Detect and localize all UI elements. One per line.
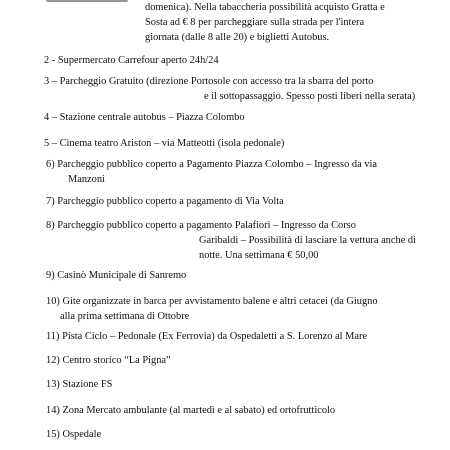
list-item-continuation: Garibaldi – Possibilità di lasciare la vettura anche di xyxy=(199,235,416,246)
list-item-4 xyxy=(44,110,245,125)
list-item-continuation: alla prima settimana di Ottobre xyxy=(60,311,190,322)
list-item-text: 10) Gite organizzate in barca per avvistamento balene e altri cetacei (da Giugno xyxy=(46,296,378,307)
list-item-15 xyxy=(46,427,101,442)
list-item-text: 4 – Stazione centrale autobus – Piazza Colombo xyxy=(44,112,245,123)
list-item-continuation: notte. Una settimana € 50,00 xyxy=(199,250,319,261)
list-item-text: 12) Centro storico “La Pigna” xyxy=(46,355,171,366)
list-item-13 xyxy=(46,377,112,392)
intro-line: giornata (dalle 8 alle 20) e biglietti Autobus. xyxy=(145,32,330,43)
list-item-text: 8) Parcheggio pubblico coperto a pagamento Palafiori – Ingresso da Corso xyxy=(46,220,356,231)
list-item-9 xyxy=(46,268,186,283)
list-item-7 xyxy=(46,194,284,209)
intro-line: domenica). Nella tabaccheria possibilità acquisto Gratta e xyxy=(145,2,385,13)
list-item-5 xyxy=(44,136,284,151)
list-item-text: 7) Parcheggio pubblico coperto a pagamento di Via Volta xyxy=(46,196,284,207)
list-item-text: 9) Casinò Municipale di Sanremo xyxy=(46,270,187,281)
list-item-continuation: Manzoni xyxy=(68,174,105,185)
list-item-11 xyxy=(46,329,367,344)
list-item-continuation: e il sottopassaggio. Spesso posti liberi nella serata) xyxy=(204,91,416,102)
cut-off-text-fragment xyxy=(46,0,128,2)
list-item-text: 15) Ospedale xyxy=(46,429,102,440)
intro-paragraph xyxy=(145,0,385,45)
intro-line: Sosta ad € 8 per parcheggiare sulla strada per l'intera xyxy=(145,17,365,28)
list-item-12 xyxy=(46,353,171,368)
list-item-text: 3 – Parcheggio Gratuito (direzione Portosole con accesso tra la sbarra del porto xyxy=(44,76,374,87)
list-item-text: 13) Stazione FS xyxy=(46,379,113,390)
list-item-text: 14) Zona Mercato ambulante (al martedì e al sabato) ed ortofrutticolo xyxy=(46,405,336,416)
list-item-2 xyxy=(44,53,219,68)
list-item-text: 5 – Cinema teatro Ariston – via Matteotti (isola pedonale) xyxy=(44,138,285,149)
list-item-6 xyxy=(46,157,377,187)
list-item-8 xyxy=(46,218,416,263)
list-item-text: 11) Pista Ciclo – Pedonale (Ex Ferrovia) da Ospedaletti a S. Lorenzo al Mare xyxy=(46,331,368,342)
list-item-text: 2 - Supermercato Carrefour aperto 24h/24 xyxy=(44,55,219,66)
list-item-14 xyxy=(46,403,335,418)
list-item-text: 6) Parcheggio pubblico coperto a Pagamento Piazza Colombo – Ingresso da via xyxy=(46,159,377,170)
list-item-10 xyxy=(46,294,378,324)
list-item-3 xyxy=(44,74,415,104)
